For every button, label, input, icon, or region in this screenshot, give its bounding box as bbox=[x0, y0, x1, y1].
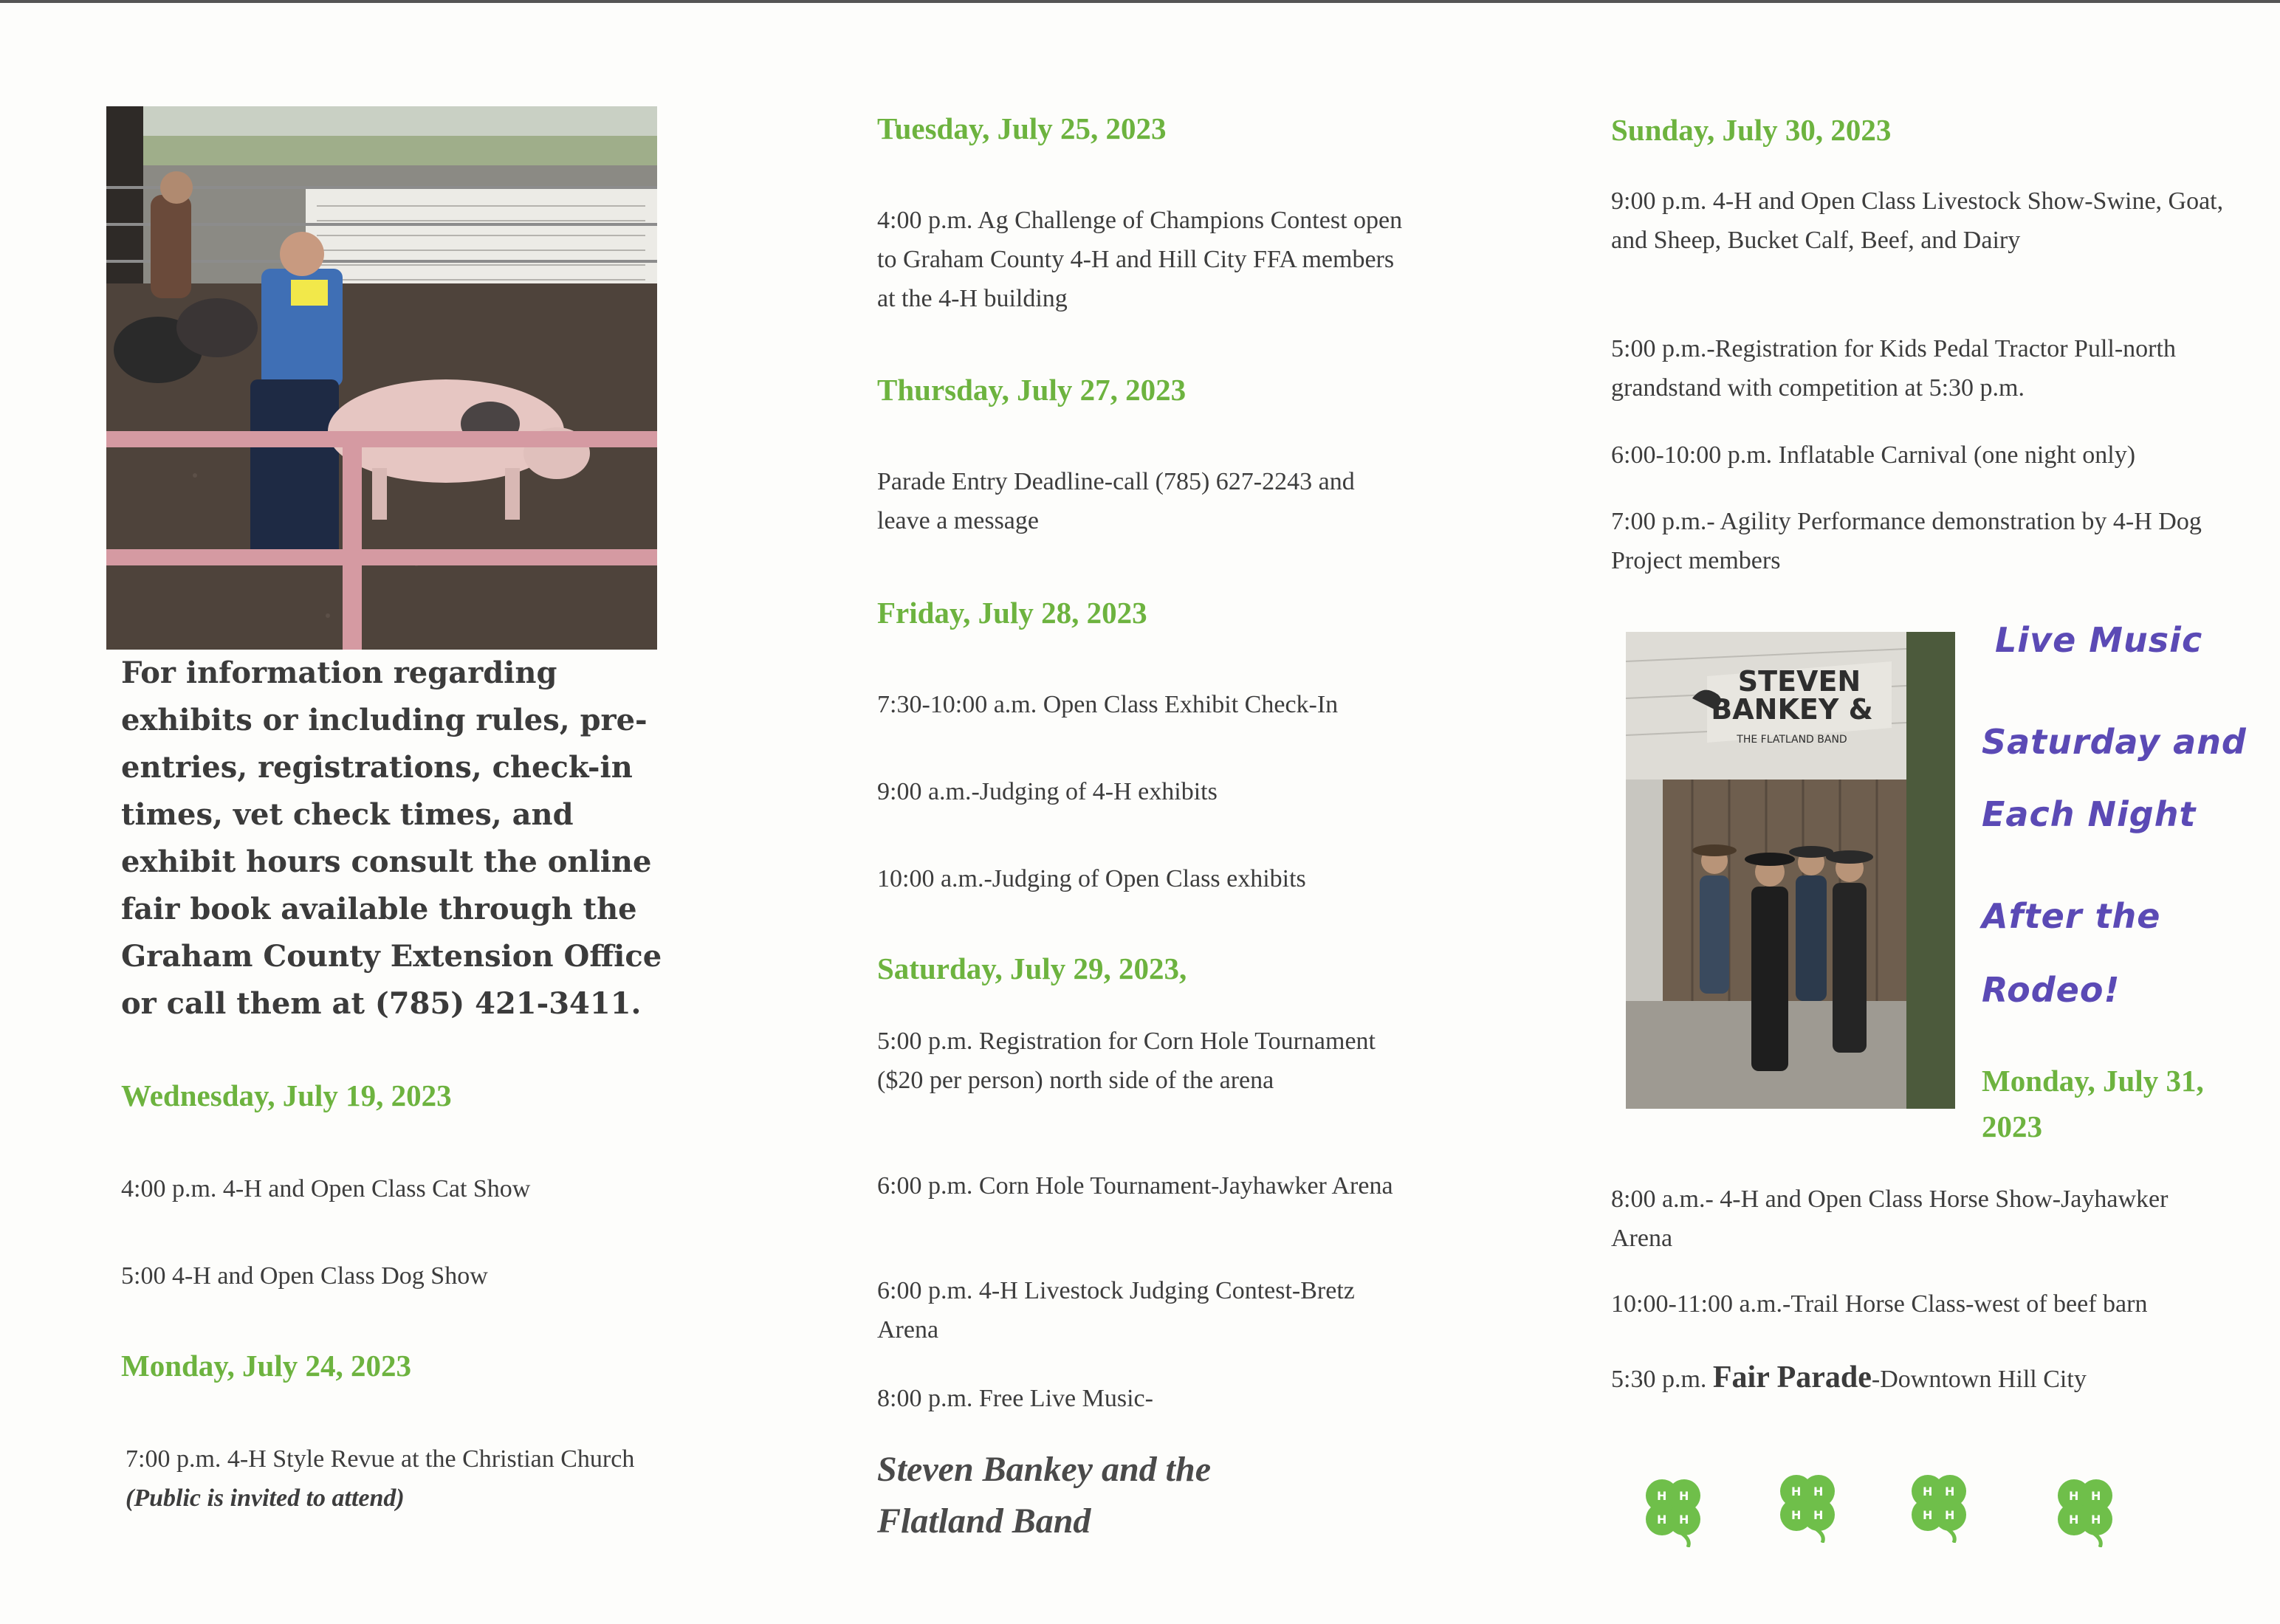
band-name: Steven Bankey and the Flatland Band bbox=[877, 1450, 1211, 1541]
event-judging-4h: 9:00 a.m.-Judging of 4-H exhibits bbox=[877, 778, 1218, 805]
heading-saturday-july-29: Saturday, July 29, 2023, bbox=[877, 952, 1187, 985]
svg-text:H: H bbox=[1923, 1508, 1933, 1522]
event-exhibit-check-in: 7:30-10:00 a.m. Open Class Exhibit Check-In bbox=[877, 691, 1339, 718]
event-parade-deadline: Parade Entry Deadline-call (785) 627-2243 and leave a message bbox=[877, 468, 1355, 534]
style-revue-text: 7:00 p.m. 4-H Style Revue at the Christian Church bbox=[126, 1445, 635, 1473]
heading-thursday-july-27: Thursday, July 27, 2023 bbox=[877, 373, 1187, 407]
4h-clover-icon bbox=[1636, 1473, 1710, 1547]
live-music-line1: Live Music bbox=[1995, 620, 2203, 660]
heading-wednesday-july-19: Wednesday, July 19, 2023 bbox=[121, 1078, 452, 1112]
svg-text:H: H bbox=[1923, 1484, 1933, 1499]
fair-book-info-text: For information regarding exhibits or including rules, pre-entries, registrations, check-in times, vet check times, and exhibit hours consult the online fair book available through the Graham County Extension Office or call them at (785) 421-3411. bbox=[121, 656, 662, 1021]
event-fair-parade bbox=[1611, 1358, 2261, 1399]
top-border bbox=[0, 0, 2280, 3]
svg-text:H: H bbox=[2091, 1489, 2101, 1503]
event-dog-show: 5:00 4-H and Open Class Dog Show bbox=[121, 1262, 488, 1290]
svg-text:H: H bbox=[1657, 1513, 1667, 1527]
fair-parade-title: Fair Parade bbox=[1712, 1360, 1872, 1394]
livestock-show-photo bbox=[106, 106, 657, 650]
event-livestock-judging: 6:00 p.m. 4-H Livestock Judging Contest-Bretz Arena bbox=[877, 1277, 1355, 1343]
event-ag-challenge: 4:00 p.m. Ag Challenge of Champions Contest open to Graham County 4-H and Hill City FFA members at the 4-H building bbox=[877, 207, 1403, 312]
live-music-line5: Rodeo! bbox=[1982, 970, 2121, 1010]
fair-parade-location: -Downtown Hill City bbox=[1871, 1366, 2087, 1393]
band-sign-line3: THE FLATLAND BAND bbox=[1737, 734, 1847, 746]
livestock-photo-illustration bbox=[106, 106, 657, 650]
svg-text:H: H bbox=[2091, 1513, 2101, 1527]
svg-text:H: H bbox=[1813, 1484, 1824, 1499]
svg-text:H: H bbox=[1679, 1489, 1689, 1503]
live-music-line2: Saturday and bbox=[1982, 722, 2247, 762]
event-pedal-tractor-pull: 5:00 p.m.-Registration for Kids Pedal Tractor Pull-north grandstand with competition at 5:30 p.m. bbox=[1611, 335, 2176, 402]
event-style-revue bbox=[126, 1439, 657, 1518]
svg-text:H: H bbox=[1679, 1513, 1689, 1527]
svg-text:H: H bbox=[1791, 1508, 1802, 1522]
event-free-live-music: 8:00 p.m. Free Live Music- bbox=[877, 1385, 1153, 1412]
4h-clover-icon bbox=[2048, 1473, 2122, 1547]
heading-tuesday-july-25: Tuesday, July 25, 2023 bbox=[877, 111, 1167, 145]
event-inflatable-carnival: 6:00-10:00 p.m. Inflatable Carnival (one night only) bbox=[1611, 441, 2136, 469]
event-cat-show: 4:00 p.m. 4-H and Open Class Cat Show bbox=[121, 1175, 531, 1202]
live-music-line4: After the bbox=[1982, 896, 2161, 936]
event-judging-open-class: 10:00 a.m.-Judging of Open Class exhibits bbox=[877, 865, 1306, 892]
svg-text:H: H bbox=[2069, 1513, 2079, 1527]
band-photo-illustration bbox=[1626, 632, 1955, 1109]
event-livestock-show: 9:00 p.m. 4-H and Open Class Livestock Show-Swine, Goat, and Sheep, Bucket Calf, Beef, and Dairy bbox=[1611, 187, 2224, 254]
event-horse-show: 8:00 a.m.- 4-H and Open Class Horse Show-Jayhawker Arena bbox=[1611, 1186, 2169, 1252]
svg-text:H: H bbox=[1945, 1484, 1955, 1499]
svg-text:H: H bbox=[1945, 1508, 1955, 1522]
band-sign-line1: STEVEN bbox=[1737, 665, 1861, 698]
4h-clover-icon bbox=[1902, 1469, 1976, 1543]
heading-friday-july-28: Friday, July 28, 2023 bbox=[877, 596, 1147, 630]
band-sign-line2: BANKEY & bbox=[1711, 693, 1873, 726]
event-trail-horse-class: 10:00-11:00 a.m.-Trail Horse Class-west of beef barn bbox=[1611, 1290, 2148, 1318]
svg-text:H: H bbox=[1657, 1489, 1667, 1503]
event-agility-performance: 7:00 p.m.- Agility Performance demonstration by 4-H Dog Project members bbox=[1611, 508, 2202, 574]
heading-sunday-july-30: Sunday, July 30, 2023 bbox=[1611, 113, 1892, 147]
live-music-line3: Each Night bbox=[1982, 794, 2197, 834]
svg-text:H: H bbox=[1791, 1484, 1802, 1499]
heading-monday-july-31-year: 2023 bbox=[1982, 1109, 2042, 1143]
event-corn-hole-registration: 5:00 p.m. Registration for Corn Hole Tournament ($20 per person) north side of the arena bbox=[877, 1028, 1376, 1094]
band-photo bbox=[1626, 632, 1955, 1109]
event-corn-hole-tournament: 6:00 p.m. Corn Hole Tournament-Jayhawker Arena bbox=[877, 1172, 1393, 1200]
svg-text:H: H bbox=[2069, 1489, 2079, 1503]
heading-monday-july-31: Monday, July 31, bbox=[1982, 1064, 2204, 1098]
4h-clover-icon bbox=[1771, 1469, 1844, 1543]
svg-text:H: H bbox=[1813, 1508, 1824, 1522]
fair-parade-time: 5:30 p.m. bbox=[1611, 1366, 1713, 1393]
public-invited-note: (Public is invited to attend) bbox=[126, 1484, 405, 1512]
heading-monday-july-24: Monday, July 24, 2023 bbox=[121, 1349, 411, 1383]
